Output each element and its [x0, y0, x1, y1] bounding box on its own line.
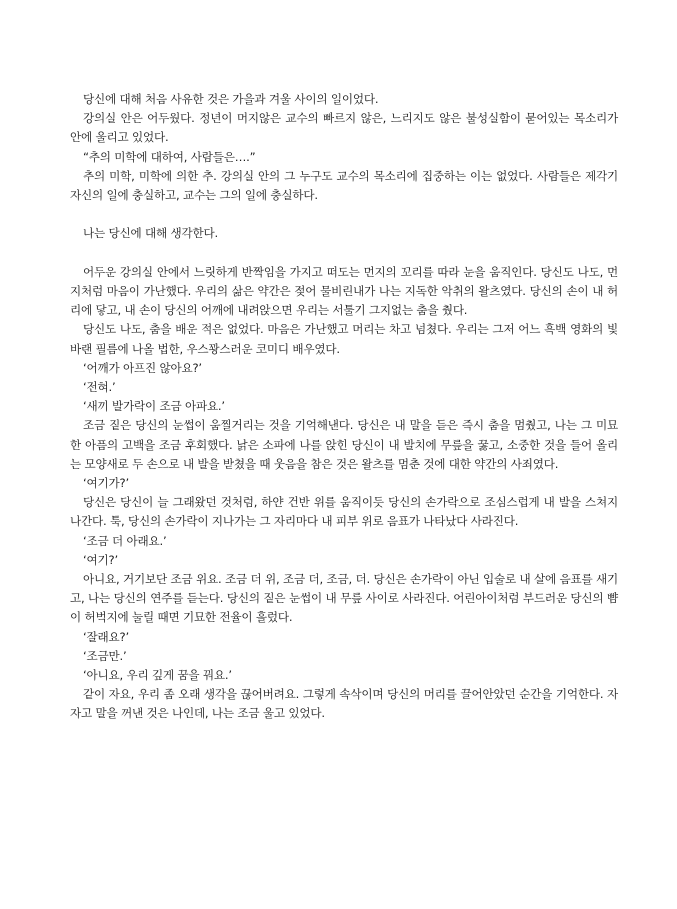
dialogue-line: ‘새끼 발가락이 조금 아파요.’	[83, 399, 225, 414]
dialogue-line: ‘조금 더 아래요.’	[83, 533, 167, 548]
paragraph: 강의실 안은 어두웠다. 정년이 머지않은 교수의 빠르지 않은, 느리지도 않은 불성실함이 묻어있는 목소리가 안에 울리고 있었다.	[70, 111, 618, 145]
paragraph: 어두운 강의실 안에서 느릿하게 반짝임을 가지고 떠도는 먼지의 꼬리를 따라 눈을 움직인다. 당신도 나도, 먼지처럼 마음이 가난했다. 우리의 삶은 약간은 젖어 물비린내가 나는 지독한 악취의 왈츠였다. 당신의 손이 내 허리에 닿고, 내 손이 당신의 어깨에 내려앉으면 우리는 서툴기 그지없는 춤을 췄다.	[70, 264, 619, 318]
paragraph: 나는 당신에 대해 생각한다.	[83, 226, 218, 241]
paragraph: 아니요, 거기보단 조금 위요. 조금 더 위, 조금 더, 조금, 더. 당신은 손가락이 아닌 입술로 내 살에 음표를 새기고, 나는 당신의 연주를 듣는다. 당신의 짙은 눈썹이 내 무릎 사이로 사라진다. 어린아이처럼 부드러운 당신의 뺨이 허벅지에 눌릴 때면 기묘한 전율이 흘렀다.	[70, 572, 618, 625]
dialogue-line: ‘여기가?’	[83, 476, 129, 491]
paragraph: 당신은 당신이 늘 그래왔던 것처럼, 하얀 건반 위를 움직이듯 당신의 손가락으로 조심스럽게 내 발을 스쳐지나간다. 툭, 당신의 손가락이 지나가는 그 자리마다 내 피부 위로 음표가 나타났다 사라진다.	[70, 495, 618, 529]
dialogue-line: ‘전혀.’	[83, 380, 116, 395]
paragraph: 같이 자요, 우리 좀 오래 생각을 끊어버려요. 그렇게 속삭이며 당신의 머리를 끌어안았던 순간을 기억한다. 자자고 말을 꺼낸 것은 나인데, 나는 조금 울고 있었다.	[70, 687, 618, 721]
paragraph: 조금 짙은 당신의 눈썹이 움찔거리는 것을 기억해낸다. 당신은 내 말을 듣은 즉시 춤을 멈췄고, 나는 그 미묘한 아픔의 고백을 조금 후회했다. 낡은 소파에 나를 앉힌 당신이 내 발치에 무릎을 꿇고, 소중한 것을 들어 올리는 모양새로 두 손으로 내 발을 받쳤을 때 웃음을 참은 것은 왈츠를 멈춘 것에 대한 약간의 사죄였다.	[70, 418, 618, 471]
dialogue-line: ‘여기?’	[83, 552, 118, 567]
paragraph: 당신도 나도, 춤을 배운 적은 없었다. 마음은 가난했고 머리는 차고 넘쳤다. 우리는 그저 어느 흑백 영화의 빛바랜 필름에 나올 법한, 우스꽝스러운 코미디 배우였다.	[70, 322, 618, 356]
document-body	[70, 90, 618, 724]
dialogue-line: ‘조금만.’	[83, 648, 127, 663]
dialogue-line: ‘아니요, 우리 깊게 꿈을 꿔요.’	[83, 668, 232, 683]
dialogue-line: ‘잘래요?’	[83, 629, 129, 644]
dialogue-line: ‘어깨가 아프진 않아요?’	[83, 360, 202, 375]
paragraph: 추의 미학, 미학에 의한 추. 강의실 안의 그 누구도 교수의 목소리에 집중하는 이는 없었다. 사람들은 제각기 자신의 일에 충실하고, 교수는 그의 일에 충실하다.	[70, 168, 618, 203]
paragraph: “추의 미학에 대하여, 사람들은….”	[83, 149, 256, 164]
paragraph: 당신에 대해 처음 사유한 것은 가을과 겨울 사이의 일이었다.	[83, 92, 379, 106]
